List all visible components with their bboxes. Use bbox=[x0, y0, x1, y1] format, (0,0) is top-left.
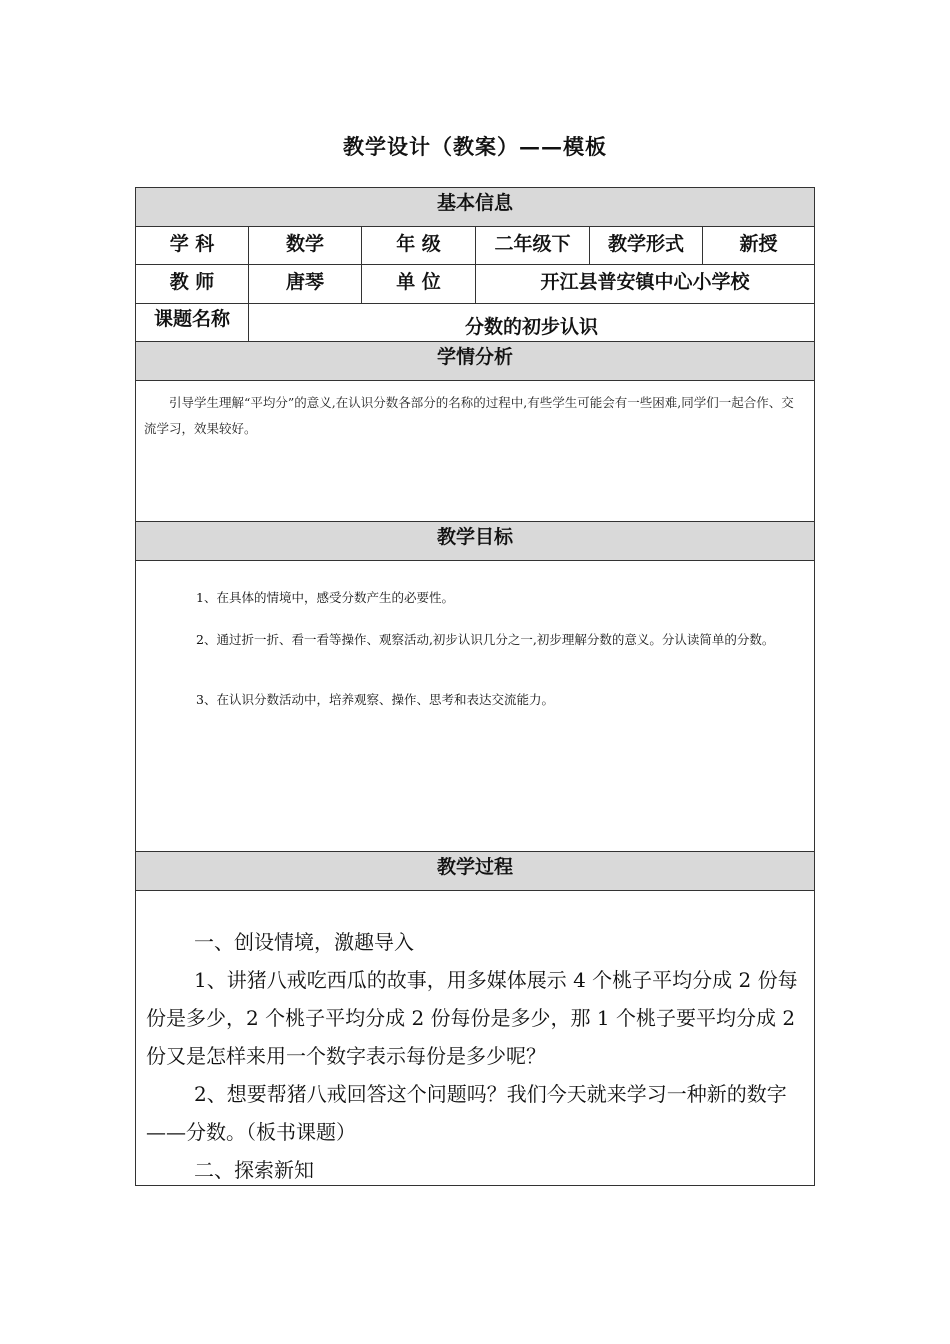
analysis-text: 引导学生理解“平均分”的意义,在认识分数各部分的名称的过程中,有些学生可能会有一些困难,同学们一起合作、交流学习，效果较好。 bbox=[144, 395, 794, 436]
basic-info-header: 基本信息 bbox=[136, 188, 814, 227]
process-paragraph-3: 2、想要帮猪八戒回答这个问题吗？我们今天就来学习一种新的数字——分数。（板书课题） bbox=[146, 1082, 787, 1144]
process-paragraph-1: 一、创设情境，激趣导入 bbox=[194, 930, 414, 954]
subject-value: 数学 bbox=[249, 227, 362, 264]
process-body bbox=[146, 923, 806, 1189]
grade-value: 二年级下 bbox=[476, 227, 590, 264]
subject-label: 学 科 bbox=[136, 227, 249, 264]
info-row-subject bbox=[136, 227, 814, 265]
info-row-teacher bbox=[136, 265, 814, 304]
form-value: 新授 bbox=[739, 233, 778, 255]
teacher-value: 唐琴 bbox=[249, 265, 362, 303]
goals-header: 教学目标 bbox=[136, 522, 814, 561]
analysis-body bbox=[136, 381, 814, 522]
lesson-plan-table bbox=[135, 187, 815, 1186]
goal-item-3: 3、在认识分数活动中，培养观察、操作、思考和表达交流能力。 bbox=[196, 692, 554, 707]
process-paragraph-2: 1、讲猪八戒吃西瓜的故事，用多媒体展示 4 个桃子平均分成 2 份每份是多少，2 个桃子平均分成 2 份每份是多少，那 1 个桃子要平均分成 2 份又是怎样来用一个数字表示每份是多少呢？ bbox=[146, 968, 798, 1068]
goal-item-2: 2、通过折一折、看一看等操作、观察活动,初步认识几分之一,初步理解分数的意义。分认读简单的分数。 bbox=[196, 632, 775, 647]
analysis-header: 学情分析 bbox=[136, 342, 814, 381]
process-paragraph-4: 二、探索新知 bbox=[194, 1158, 314, 1182]
document-title: 教学设计（教案）——模板 bbox=[343, 134, 607, 159]
teacher-label: 教 师 bbox=[136, 265, 249, 303]
unit-value: 开江县普安镇中心小学校 bbox=[540, 271, 750, 293]
form-label: 教学形式 bbox=[590, 227, 703, 264]
topic-value: 分数的初步认识 bbox=[464, 316, 598, 338]
info-row-topic bbox=[136, 304, 814, 342]
process-header: 教学过程 bbox=[136, 852, 814, 891]
unit-label: 单 位 bbox=[362, 265, 476, 303]
goal-item-1: 1、在具体的情境中，感受分数产生的必要性。 bbox=[196, 590, 454, 605]
goals-body bbox=[136, 561, 814, 852]
grade-label: 年 级 bbox=[362, 227, 476, 264]
topic-label: 课题名称 bbox=[136, 304, 249, 341]
